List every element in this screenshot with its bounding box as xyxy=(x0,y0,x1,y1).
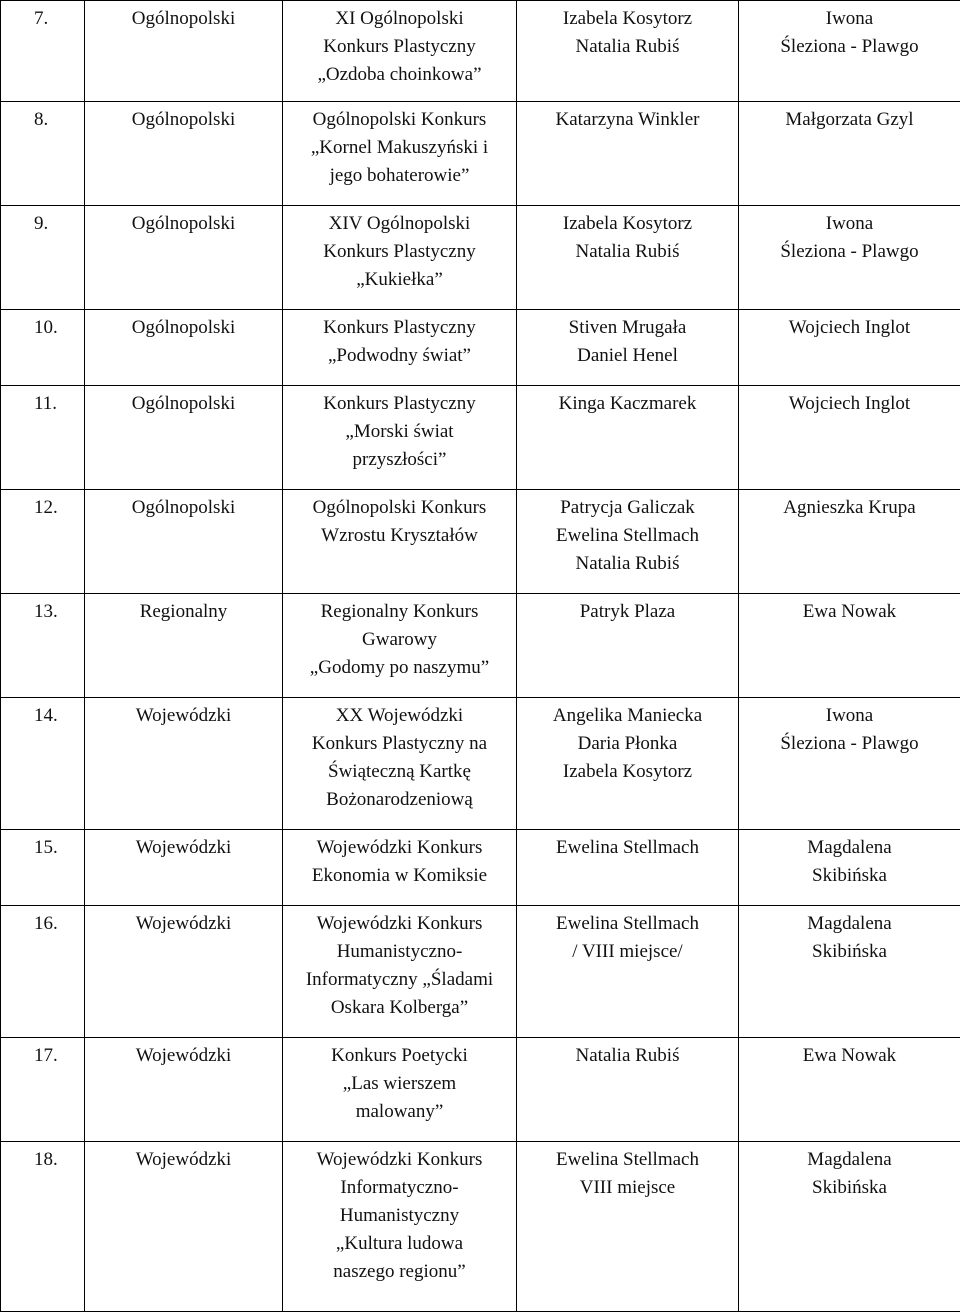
teacher-cell-line: Ewa Nowak xyxy=(745,598,954,626)
students-cell xyxy=(517,1142,739,1312)
students-cell xyxy=(517,310,739,386)
contest-cell-line: „Kultura ludowa xyxy=(289,1230,510,1258)
level-cell: Ogólnopolski xyxy=(85,386,283,490)
students-cell-line: Ewelina Stellmach xyxy=(523,522,732,550)
contest-cell xyxy=(283,490,517,594)
teacher-cell-line: Iwona xyxy=(745,210,954,238)
contest-cell-line: Konkurs Plastyczny xyxy=(289,238,510,266)
students-cell-line: Angelika Maniecka xyxy=(523,702,732,730)
students-cell xyxy=(517,594,739,698)
table-row xyxy=(1,1142,960,1312)
table-row xyxy=(1,594,960,698)
teacher-cell-line: Wojciech Inglot xyxy=(745,390,954,418)
level-cell: Wojewódzki xyxy=(85,1038,283,1142)
row-number: 7. xyxy=(1,1,85,102)
teacher-cell-line: Magdalena xyxy=(745,1146,954,1174)
teacher-cell-line: Iwona xyxy=(745,5,954,33)
teacher-cell-line: Małgorzata Gzyl xyxy=(745,106,954,134)
row-number: 17. xyxy=(1,1038,85,1142)
teacher-cell-line: Wojciech Inglot xyxy=(745,314,954,342)
teacher-cell-line: Agnieszka Krupa xyxy=(745,494,954,522)
contest-cell-line: Humanistyczny xyxy=(289,1202,510,1230)
teacher-cell xyxy=(739,1,960,102)
table-row xyxy=(1,830,960,906)
students-cell xyxy=(517,906,739,1038)
teacher-cell xyxy=(739,698,960,830)
students-cell-line: Daniel Henel xyxy=(523,342,732,370)
contest-cell xyxy=(283,594,517,698)
level-cell: Ogólnopolski xyxy=(85,490,283,594)
teacher-cell xyxy=(739,906,960,1038)
contest-cell-line: „Podwodny świat” xyxy=(289,342,510,370)
teacher-cell-line: Śleziona - Plawgo xyxy=(745,33,954,61)
teacher-cell-line: Iwona xyxy=(745,702,954,730)
contest-cell xyxy=(283,1038,517,1142)
contest-cell-line: Gwarowy xyxy=(289,626,510,654)
teacher-cell-line: Magdalena xyxy=(745,910,954,938)
students-cell-line: Daria Płonka xyxy=(523,730,732,758)
contest-cell-line: Konkurs Plastyczny xyxy=(289,314,510,342)
contest-cell xyxy=(283,698,517,830)
teacher-cell xyxy=(739,830,960,906)
contest-cell xyxy=(283,386,517,490)
teacher-cell-line: Skibińska xyxy=(745,1174,954,1202)
table-row xyxy=(1,206,960,310)
students-cell-line: Patrycja Galiczak xyxy=(523,494,732,522)
teacher-cell xyxy=(739,594,960,698)
level-cell: Wojewódzki xyxy=(85,906,283,1038)
table-row xyxy=(1,310,960,386)
contest-cell-line: Konkurs Plastyczny xyxy=(289,390,510,418)
contest-cell-line: naszego regionu” xyxy=(289,1258,510,1286)
row-number: 14. xyxy=(1,698,85,830)
teacher-cell xyxy=(739,386,960,490)
contest-cell-line: Konkurs Plastyczny xyxy=(289,33,510,61)
row-number: 12. xyxy=(1,490,85,594)
teacher-cell xyxy=(739,310,960,386)
students-cell xyxy=(517,1038,739,1142)
contest-cell-line: XIV Ogólnopolski xyxy=(289,210,510,238)
row-number: 13. xyxy=(1,594,85,698)
row-number: 11. xyxy=(1,386,85,490)
contest-cell-line: „Godomy po naszymu” xyxy=(289,654,510,682)
contest-cell-line: Humanistyczno- xyxy=(289,938,510,966)
contest-cell-line: „Kornel Makuszyński i xyxy=(289,134,510,162)
students-cell-line: Natalia Rubiś xyxy=(523,238,732,266)
table-row xyxy=(1,1,960,102)
contest-cell-line: Konkurs Plastyczny na xyxy=(289,730,510,758)
row-number: 8. xyxy=(1,102,85,206)
teacher-cell-line: Skibińska xyxy=(745,862,954,890)
teacher-cell xyxy=(739,206,960,310)
teacher-cell-line: Ewa Nowak xyxy=(745,1042,954,1070)
students-cell-line: Ewelina Stellmach xyxy=(523,1146,732,1174)
teacher-cell-line: Śleziona - Plawgo xyxy=(745,238,954,266)
students-cell-line: Natalia Rubiś xyxy=(523,33,732,61)
contest-cell-line: malowany” xyxy=(289,1098,510,1126)
teacher-cell xyxy=(739,490,960,594)
students-cell-line: Stiven Mrugała xyxy=(523,314,732,342)
students-cell-line: Kinga Kaczmarek xyxy=(523,390,732,418)
row-number: 15. xyxy=(1,830,85,906)
level-cell: Ogólnopolski xyxy=(85,206,283,310)
row-number: 18. xyxy=(1,1142,85,1312)
table-row xyxy=(1,386,960,490)
students-cell-line: VIII miejsce xyxy=(523,1174,732,1202)
contest-cell-line: Wzrostu Kryształów xyxy=(289,522,510,550)
teacher-cell-line: Śleziona - Plawgo xyxy=(745,730,954,758)
table-row xyxy=(1,698,960,830)
contest-cell-line: „Morski świat xyxy=(289,418,510,446)
students-cell-line: Izabela Kosytorz xyxy=(523,210,732,238)
contest-cell-line: Informatyczny „Śladami xyxy=(289,966,510,994)
students-cell-line: Ewelina Stellmach xyxy=(523,910,732,938)
contest-cell xyxy=(283,1,517,102)
students-cell xyxy=(517,102,739,206)
table-row xyxy=(1,102,960,206)
contest-cell xyxy=(283,206,517,310)
table-row xyxy=(1,490,960,594)
students-cell-line: Ewelina Stellmach xyxy=(523,834,732,862)
level-cell: Ogólnopolski xyxy=(85,102,283,206)
contest-cell-line: Konkurs Poetycki xyxy=(289,1042,510,1070)
level-cell: Wojewódzki xyxy=(85,698,283,830)
students-cell xyxy=(517,830,739,906)
contest-cell xyxy=(283,310,517,386)
students-cell-line: Natalia Rubiś xyxy=(523,550,732,578)
level-cell: Regionalny xyxy=(85,594,283,698)
contest-cell-line: Ekonomia w Komiksie xyxy=(289,862,510,890)
results-table-body xyxy=(1,1,960,1312)
contest-cell-line: Świąteczną Kartkę xyxy=(289,758,510,786)
students-cell-line: / VIII miejsce/ xyxy=(523,938,732,966)
row-number: 10. xyxy=(1,310,85,386)
teacher-cell-line: Skibińska xyxy=(745,938,954,966)
contest-cell-line: jego bohaterowie” xyxy=(289,162,510,190)
level-cell: Wojewódzki xyxy=(85,1142,283,1312)
level-cell: Ogólnopolski xyxy=(85,310,283,386)
contest-cell-line: Wojewódzki Konkurs xyxy=(289,1146,510,1174)
students-cell-line: Katarzyna Winkler xyxy=(523,106,732,134)
students-cell xyxy=(517,386,739,490)
table-row xyxy=(1,906,960,1038)
students-cell xyxy=(517,490,739,594)
contest-cell-line: Ogólnopolski Konkurs xyxy=(289,494,510,522)
teacher-cell xyxy=(739,1142,960,1312)
teacher-cell xyxy=(739,1038,960,1142)
students-cell-line: Patryk Plaza xyxy=(523,598,732,626)
contest-cell-line: „Las wierszem xyxy=(289,1070,510,1098)
contest-cell-line: Bożonarodzeniową xyxy=(289,786,510,814)
contest-cell-line: Ogólnopolski Konkurs xyxy=(289,106,510,134)
table-row xyxy=(1,1038,960,1142)
contest-cell-line: „Kukiełka” xyxy=(289,266,510,294)
contest-cell-line: Wojewódzki Konkurs xyxy=(289,834,510,862)
contest-cell xyxy=(283,1142,517,1312)
contest-cell-line: „Ozdoba choinkowa” xyxy=(289,61,510,89)
students-cell xyxy=(517,1,739,102)
teacher-cell-line: Magdalena xyxy=(745,834,954,862)
students-cell-line: Izabela Kosytorz xyxy=(523,758,732,786)
contest-cell-line: XI Ogólnopolski xyxy=(289,5,510,33)
contest-cell-line: Oskara Kolberga” xyxy=(289,994,510,1022)
contest-cell-line: Wojewódzki Konkurs xyxy=(289,910,510,938)
students-cell xyxy=(517,698,739,830)
contest-cell-line: Informatyczno- xyxy=(289,1174,510,1202)
row-number: 16. xyxy=(1,906,85,1038)
row-number: 9. xyxy=(1,206,85,310)
level-cell: Ogólnopolski xyxy=(85,1,283,102)
level-cell: Wojewódzki xyxy=(85,830,283,906)
students-cell xyxy=(517,206,739,310)
contest-cell xyxy=(283,906,517,1038)
students-cell-line: Izabela Kosytorz xyxy=(523,5,732,33)
contest-cell xyxy=(283,830,517,906)
teacher-cell xyxy=(739,102,960,206)
contest-cell-line: Regionalny Konkurs xyxy=(289,598,510,626)
contest-cell xyxy=(283,102,517,206)
students-cell-line: Natalia Rubiś xyxy=(523,1042,732,1070)
contest-cell-line: XX Wojewódzki xyxy=(289,702,510,730)
contest-cell-line: przyszłości” xyxy=(289,446,510,474)
